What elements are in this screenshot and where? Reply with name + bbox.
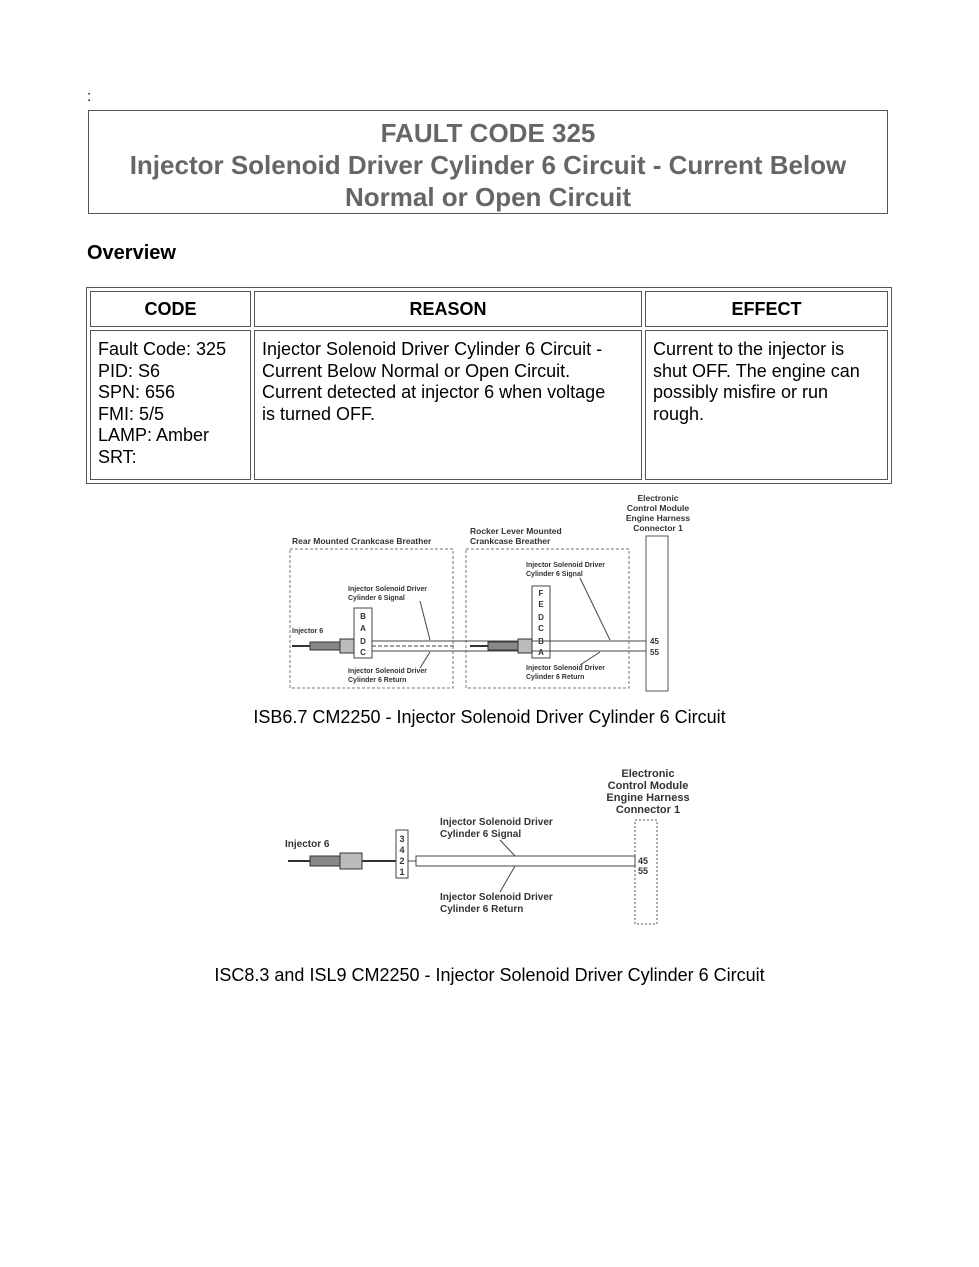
ecm-label-line: Control Module xyxy=(626,503,690,513)
pin-label: D xyxy=(360,637,366,646)
reason-cell xyxy=(254,330,642,480)
fault-table xyxy=(86,287,892,484)
effect-line: rough. xyxy=(653,403,705,424)
code-line: SPN: 656 xyxy=(98,382,176,402)
ecm-pin-label: 55 xyxy=(650,648,659,657)
injector xyxy=(288,853,396,869)
fault-code-title: FAULT CODE 325 xyxy=(380,118,596,148)
ecm-pin-label: 55 xyxy=(638,866,649,876)
return-label: Cylinder 6 Return xyxy=(440,904,524,915)
code-line: LAMP: Amber xyxy=(98,425,210,445)
pin-label: A xyxy=(360,624,366,633)
ecm-pin-label: 45 xyxy=(650,637,659,646)
ecm-pin-label: 45 xyxy=(638,856,649,866)
signal-label: Injector Solenoid Driver xyxy=(348,586,427,593)
signal-label: Cylinder 6 Signal xyxy=(440,829,522,840)
return-label: Injector Solenoid Driver xyxy=(440,892,553,903)
signal-label: Cylinder 6 Signal xyxy=(348,595,405,602)
header-reason: REASON xyxy=(254,291,642,327)
reason-line: is turned OFF. xyxy=(262,403,376,424)
ecm-label-line: Electronic xyxy=(637,493,679,503)
code-line: SRT: xyxy=(98,446,137,467)
ecm-label-line: Connector 1 xyxy=(615,804,681,816)
effect-line: shut OFF. The engine can xyxy=(653,360,860,381)
figure1-caption: ISB6.7 CM2250 - Injector Solenoid Driver Cylinder 6 Circuit xyxy=(253,707,726,727)
wiring-diagram-isb67 xyxy=(280,488,710,708)
pin-label: F xyxy=(538,589,544,598)
code-cell xyxy=(90,330,251,480)
pin-label: 1 xyxy=(399,867,405,877)
pin-label: 4 xyxy=(399,845,405,855)
header-code: CODE xyxy=(90,291,251,327)
return-label: Injector Solenoid Driver xyxy=(526,665,605,672)
fault-description-line1: Injector Solenoid Driver Cylinder 6 Circuit - Current Below xyxy=(129,150,847,180)
figure2-caption: ISC8.3 and ISL9 CM2250 - Injector Solenoid Driver Cylinder 6 Circuit xyxy=(214,965,765,985)
code-line: PID: S6 xyxy=(98,360,161,381)
rocker-breather-label: Crankcase Breather xyxy=(470,536,551,546)
code-line: Fault Code: 325 xyxy=(98,339,227,359)
return-label: Cylinder 6 Return xyxy=(348,677,407,684)
wiring-diagram-isc83-isl9 xyxy=(280,760,710,965)
rear-breather-label: Rear Mounted Crankcase Breather xyxy=(292,536,432,546)
pin-label: 2 xyxy=(399,856,405,866)
code-line: FMI: 5/5 xyxy=(98,403,165,424)
pin-label: C xyxy=(360,648,366,657)
signal-label: Cylinder 6 Signal xyxy=(526,571,583,578)
signal-label: Injector Solenoid Driver xyxy=(526,562,605,569)
header-colon: : xyxy=(87,88,92,105)
pin-label: B xyxy=(360,612,366,621)
ecm-label-line: Connector 1 xyxy=(633,523,683,533)
reason-line: Injector Solenoid Driver Cylinder 6 Circuit - xyxy=(262,339,603,359)
effect-line: Current to the injector is xyxy=(653,339,845,359)
pin-label: C xyxy=(538,624,544,633)
injector-left xyxy=(292,639,354,653)
fault-description-line2: Normal or Open Circuit xyxy=(344,182,632,212)
ecm-connector xyxy=(646,536,668,691)
table-header-row xyxy=(90,291,888,327)
effect-line: possibly misfire or run xyxy=(653,382,829,402)
reason-line: Current Below Normal or Open Circuit. xyxy=(262,360,571,381)
return-label: Injector Solenoid Driver xyxy=(348,668,427,675)
pin-label: 3 xyxy=(399,834,405,844)
overview-heading: Overview xyxy=(87,242,176,264)
pin-label: E xyxy=(538,600,544,609)
title-box xyxy=(88,110,888,214)
ecm-label-line: Control Module xyxy=(607,780,689,792)
effect-cell xyxy=(645,330,888,480)
pin-label: A xyxy=(538,648,544,657)
pin-label: D xyxy=(538,613,544,622)
reason-line: Current detected at injector 6 when voltage xyxy=(262,382,606,402)
table-row xyxy=(90,330,888,480)
ecm-label-line: Engine Harness xyxy=(606,792,690,804)
injector-label: Injector 6 xyxy=(285,839,330,850)
injector-label: Injector 6 xyxy=(292,628,324,635)
ecm-label-line: Electronic xyxy=(621,768,675,780)
header-effect: EFFECT xyxy=(645,291,888,327)
return-label: Cylinder 6 Return xyxy=(526,674,585,681)
pin-label: B xyxy=(538,637,544,646)
rocker-breather-label: Rocker Lever Mounted xyxy=(470,526,562,536)
signal-label: Injector Solenoid Driver xyxy=(440,817,553,828)
ecm-label-line: Engine Harness xyxy=(625,513,691,523)
